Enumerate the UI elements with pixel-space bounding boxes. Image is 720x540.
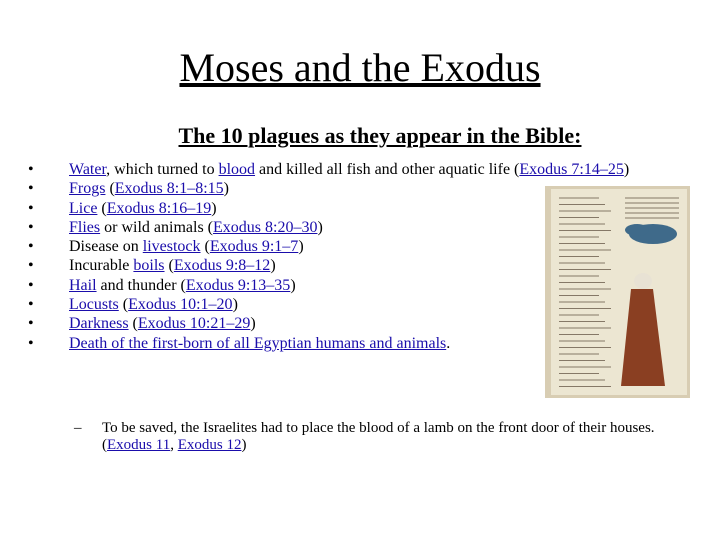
plain-text: ) [211,199,217,217]
plague-link[interactable]: Flies [69,218,101,236]
plain-text: ) [250,315,256,333]
bullet-marker: • [28,238,34,256]
plague-link[interactable]: Exodus 7:14–25 [519,161,624,178]
dash-marker: – [74,420,82,436]
plain-text: . [446,334,451,352]
plain-text: Incurable [69,257,134,275]
plague-link[interactable]: blood [218,161,256,178]
slide-subtitle: The 10 plagues as they appear in the Bible: [178,123,582,148]
plain-text: ) [270,257,276,275]
plain-text: ) [623,161,630,178]
plague-link[interactable]: Water [69,161,107,178]
slide-title: Moses and the Exodus [179,45,541,90]
plague-link[interactable]: Locusts [69,296,119,314]
plain-text: To be saved, the Israelites had to place the blood of a lamb on the front door of their houses. ( [102,420,655,453]
plain-text: , which turned to [106,161,219,178]
bullet-marker: • [28,334,34,352]
plain-text: ) [317,218,323,236]
plague-link[interactable]: Exodus 10:1–20 [128,296,233,314]
plague-link[interactable]: Exodus 8:16–19 [106,199,212,217]
plain-text: or wild animals ( [100,218,213,236]
plague-item [24,160,644,179]
plague-link[interactable]: Exodus 11 [107,437,171,453]
manuscript-illustration-icon [545,186,690,398]
plague-link[interactable]: Exodus 9:1–7 [209,238,299,256]
plain-text: ) [223,180,229,198]
bullet-marker: • [28,180,34,198]
plain-text: ) [290,276,296,294]
plague-link[interactable]: Exodus 8:1–8:15 [114,180,224,198]
bullet-marker: • [28,296,34,314]
plain-text: ) [241,437,247,453]
plague-link[interactable]: Lice [69,199,98,217]
plague-link[interactable]: Exodus 8:20–30 [213,218,318,236]
plain-text: ( [128,315,138,333]
plague-link[interactable]: Exodus 9:8–12 [173,257,271,275]
plain-text: ) [232,296,238,314]
plague-link[interactable]: Hail [69,276,97,294]
plague-link[interactable]: boils [133,257,165,275]
plain-text: and killed all fish and other aquatic life ( [255,161,520,178]
plain-text: ( [105,180,115,198]
plain-text: and thunder ( [96,276,186,294]
plague-link[interactable]: Darkness [69,315,129,333]
plain-text: ( [97,199,107,217]
bullet-marker: • [28,199,34,217]
plain-text: ( [164,257,174,275]
plain-text: , [170,437,178,453]
plain-text: ) [298,238,304,256]
bullet-marker: • [28,276,34,294]
plain-text: Disease on [69,238,143,256]
plague-link[interactable]: livestock [142,238,201,256]
plague-link[interactable]: Frogs [69,180,106,198]
bullet-marker: • [28,257,34,275]
plague-link[interactable]: Death of the first-born of all Egyptian humans and animals [69,334,447,352]
bullet-marker: • [28,161,34,178]
plague-link[interactable]: Exodus 12 [177,437,242,453]
bullet-marker: • [28,315,34,333]
plain-text: ( [200,238,210,256]
bullet-marker: • [28,218,34,236]
plain-text: ( [118,296,129,314]
plague-link[interactable]: Exodus 10:21–29 [137,315,251,333]
sub-note [74,420,684,454]
sub-note-text [74,420,684,454]
plague-link[interactable]: Exodus 9:13–35 [185,276,291,294]
